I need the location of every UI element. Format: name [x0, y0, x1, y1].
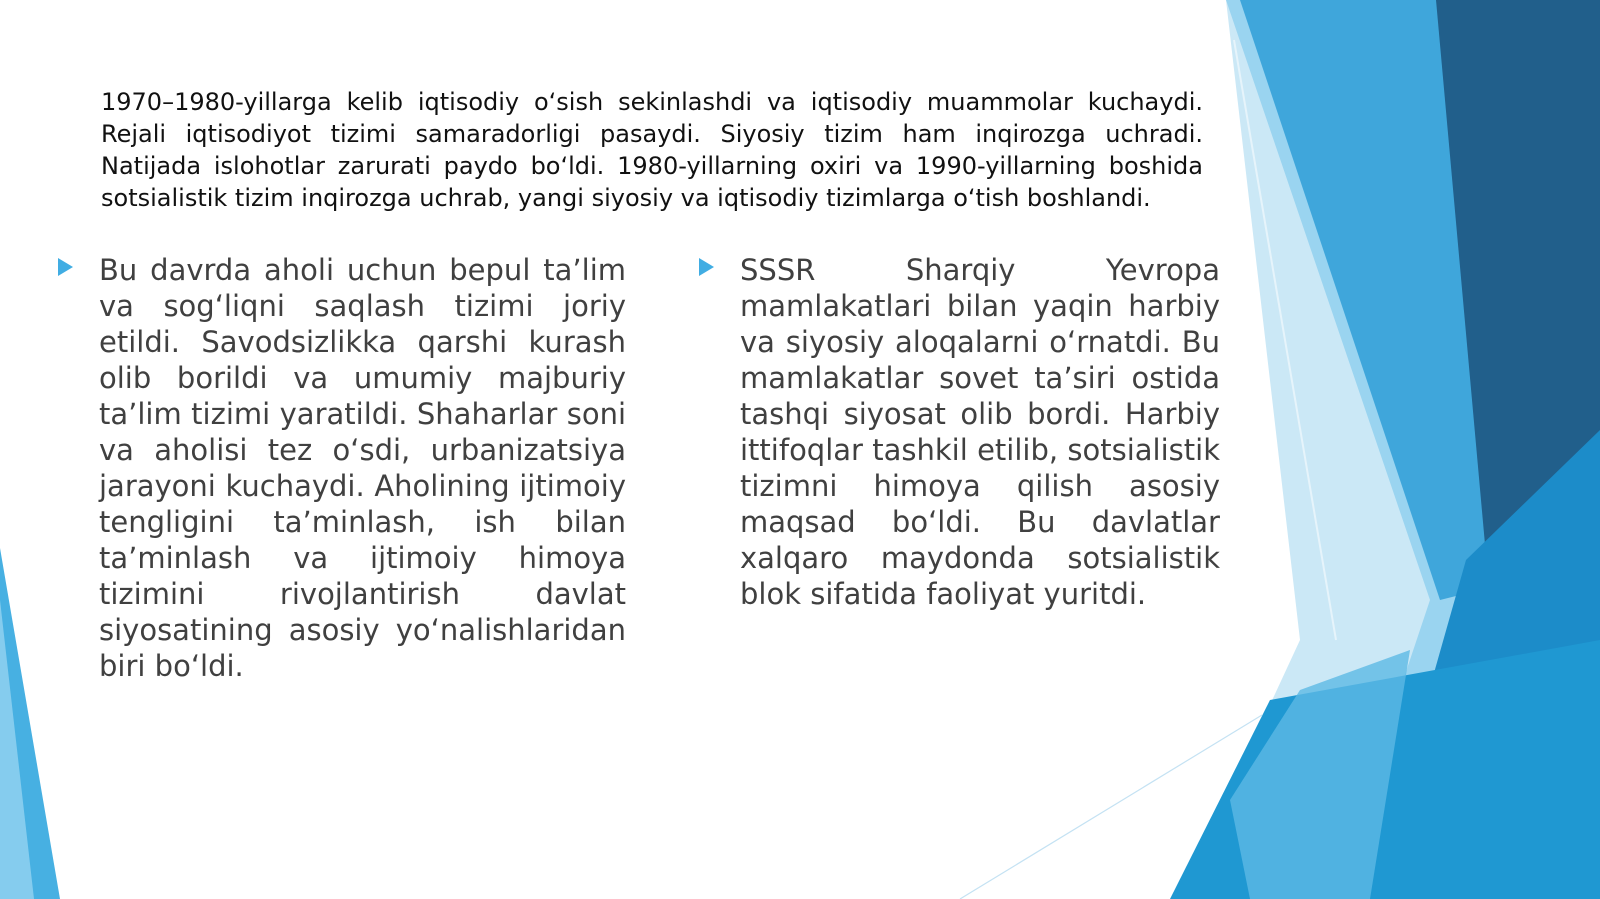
right-bullet-text: SSSR Sharqiy Yevropa mamlakatlari bilan yaqin harbiy va siyosiy aloqalarni o‘rnatdi. Bu mamlakatlar sovet ta’siri ostida tashqi siyosat olib bordi. Harbiy ittifoqlar tashkil etilib, sotsialistik tizimni himoya qilish asosiy maqsad bo‘ldi. Bu davlatlar xalqaro maydonda sotsialistik blok sifatida faoliyat yuritdi. [740, 253, 1220, 611]
left-bullet-item [56, 252, 626, 684]
triangle-bullet-icon [697, 257, 715, 277]
intro-paragraph: 1970–1980-yillarga kelib iqtisodiy o‘sish sekinlashdi va iqtisodiy muammolar kuchaydi. Rejali iqtisodiyot tizimi samaradorligi pasaydi. Siyosiy tizim ham inqirozga uchradi. Natijada islohotlar zarurati paydo bo‘ldi. 1980-yillarning oxiri va 1990-yillarning boshida sotsialistik tizim inqirozga uchrab, yangi siyosiy va iqtisodiy tizimlarga o‘tish boshlandi. [101, 88, 1203, 212]
triangle-bullet-icon [56, 257, 74, 277]
left-bullet-text: Bu davrda aholi uchun bepul ta’lim va sog‘liqni saqlash tizimi joriy etildi. Savodsizlikka qarshi kurash olib borildi va umumiy majburiy ta’lim tizimi yaratildi. Shaharlar soni va aholisi tez o‘sdi, urbanizatsiya jarayoni kuchaydi. Aholining ijtimoiy tengligini ta’minlash, ish bilan ta’minlash va ijtimoiy himoya tizimini rivojlantirish davlat siyosatining asosiy yo‘nalishlaridan biri bo‘ldi. [99, 253, 626, 683]
right-bullet-item [697, 252, 1220, 612]
